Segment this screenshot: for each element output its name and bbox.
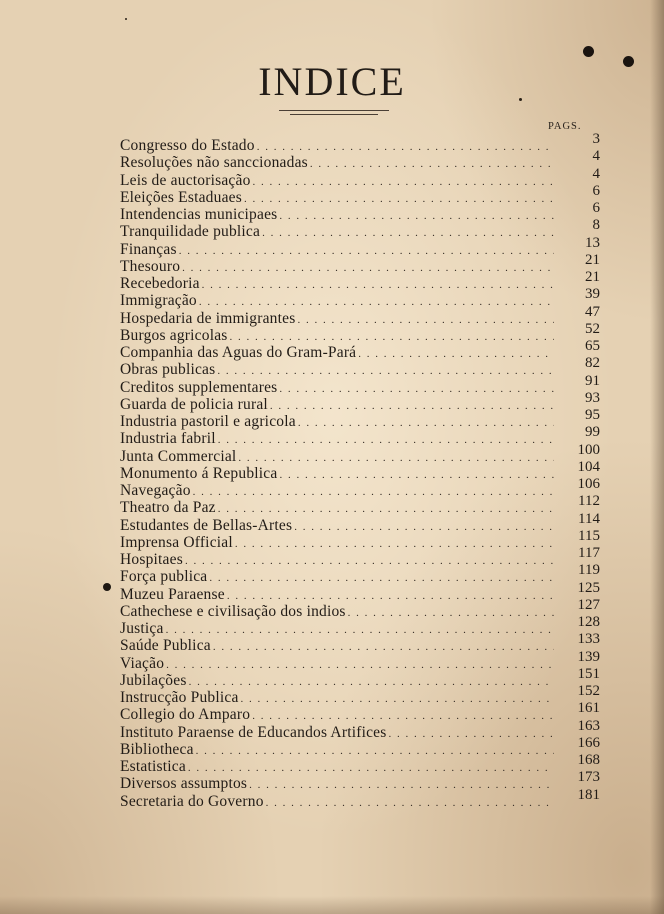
toc-entry: [120, 131, 600, 154]
toc-entry-page: 133: [577, 631, 600, 648]
toc-entry-page: 52: [585, 320, 600, 337]
toc-entry-page: 100: [577, 441, 600, 458]
toc-entry-title: Finanças: [120, 240, 177, 258]
toc-entry-title: Diversos assumptos: [120, 775, 248, 793]
toc-entry: [120, 182, 600, 206]
toc-entry: [120, 700, 600, 724]
toc-entry: [120, 769, 600, 793]
toc-entry: [120, 338, 600, 361]
toc-entry: [120, 476, 600, 499]
toc-entry-title: Theatro da Paz: [120, 499, 216, 517]
toc-entry: [120, 234, 600, 258]
toc-entry-title: Imprensa Official: [120, 533, 233, 551]
toc-entry: [120, 786, 600, 810]
toc-entry-title: Resoluções não sanccionadas: [120, 154, 308, 172]
bullet-mark-icon: [103, 583, 111, 591]
toc-entry-title: Saúde Publica: [120, 637, 211, 655]
toc-entry-title: Hospitaes: [120, 551, 183, 568]
toc-entry-title: Collegio do Amparo: [120, 706, 251, 724]
toc-entry-page: 3: [592, 131, 600, 147]
toc-entry-page: 112: [578, 493, 600, 510]
title-rule: [279, 110, 389, 111]
toc-entry-page: 4: [592, 165, 600, 182]
toc-entry: [120, 355, 600, 379]
toc-entry-title: Estudantes de Bellas-Artes: [120, 516, 293, 534]
toc-entry-page: 119: [578, 562, 600, 579]
toc-entry: [120, 424, 600, 448]
ink-speck: [125, 18, 127, 20]
toc-entry-page: 106: [577, 476, 600, 492]
toc-entry-page: 115: [578, 527, 600, 544]
toc-entry-title: Tranquilidade publica: [120, 223, 261, 241]
toc-entry: [120, 614, 600, 637]
toc-entry: [120, 320, 600, 344]
toc-entry: [120, 648, 600, 672]
toc-entry-title: Thesouro: [120, 257, 181, 275]
toc-entry-page: 39: [585, 286, 600, 303]
page-edge-shadow: [650, 0, 664, 914]
toc-entry-title: Hospedaria de immigrantes: [120, 309, 296, 327]
toc-entry-page: 99: [585, 424, 600, 441]
toc-entry-page: 139: [577, 648, 600, 665]
toc-entry: [120, 510, 600, 534]
toc-entry-title: Recebedoria: [120, 275, 200, 292]
toc-entry: [120, 683, 600, 706]
toc-entry-title: Viação: [120, 654, 165, 672]
toc-entry-page: 6: [592, 182, 600, 199]
toc-entry-page: 117: [578, 545, 600, 561]
toc-entry-title: Bibliotheca: [120, 740, 194, 758]
toc-entry-title: Estatistica: [120, 758, 186, 775]
toc-entry-page: 151: [577, 665, 600, 682]
toc-entry-title: Industria fabril: [120, 430, 216, 448]
toc-entry: [120, 165, 600, 189]
toc-entry-title: Creditos supplementares: [120, 378, 278, 396]
toc-entry-page: 65: [585, 338, 600, 354]
toc-entry-page: 82: [585, 355, 600, 372]
dot-leader: [266, 795, 554, 812]
toc-entry-title: Força publica: [120, 568, 208, 586]
toc-entry-title: Muzeu Paraense: [120, 585, 225, 603]
toc-entry-title: Jubilações: [120, 671, 187, 689]
toc-entry-page: 104: [577, 458, 600, 475]
toc-entry-page: 125: [577, 579, 600, 596]
toc-entry-title: Instrucção Publica: [120, 689, 239, 706]
table-of-contents: [120, 131, 600, 810]
toc-entry-page: 127: [577, 596, 600, 613]
toc-entry-page: 152: [577, 683, 600, 699]
toc-entry: [120, 493, 600, 517]
toc-entry-title: Instituto Paraense de Educandos Artifices: [120, 723, 387, 741]
toc-entry: [120, 389, 600, 413]
toc-entry: [120, 441, 600, 465]
toc-entry-title: Justiça: [120, 620, 164, 637]
toc-entry-title: Intendencias municipaes: [120, 206, 278, 223]
toc-entry: [120, 200, 600, 223]
title-rule: [290, 114, 378, 115]
toc-entry-page: 166: [577, 734, 600, 751]
toc-entry-page: 161: [577, 700, 600, 717]
toc-entry-page: 168: [577, 752, 600, 768]
toc-entry: [120, 372, 600, 396]
toc-entry-page: 6: [592, 200, 600, 216]
page-title: INDICE: [258, 59, 406, 104]
toc-entry: [120, 407, 600, 430]
toc-entry: [120, 286, 600, 310]
toc-entry-title: Monumento á Republica: [120, 464, 278, 482]
pages-column-header: PAGS.: [548, 121, 582, 132]
toc-entry-title: Cathechese e civilisação dos indios: [120, 602, 346, 620]
toc-entry: [120, 717, 600, 741]
toc-entry: [120, 303, 600, 327]
toc-entry-page: 173: [577, 769, 600, 786]
toc-entry-title: Burgos agricolas: [120, 326, 228, 344]
toc-entry-title: Navegação: [120, 482, 191, 499]
toc-entry: [120, 148, 600, 172]
toc-entry-title: Companhia das Aguas do Gram-Pará: [120, 344, 357, 361]
toc-entry: [120, 752, 600, 775]
toc-entry-page: 21: [585, 269, 600, 285]
toc-entry-title: Junta Commercial: [120, 447, 237, 465]
toc-entry-page: 21: [585, 251, 600, 268]
toc-entry-title: Immigração: [120, 292, 197, 310]
toc-entry-page: 163: [577, 717, 600, 734]
toc-entry-title: Secretaria do Governo: [120, 792, 264, 810]
punch-hole-icon: [583, 46, 594, 57]
toc-entry-title: Guarda de policia rural: [120, 395, 268, 413]
toc-entry: [120, 562, 600, 586]
toc-entry-title: Industria pastoril e agricola: [120, 413, 296, 430]
toc-entry-page: 91: [585, 372, 600, 389]
toc-entry: [120, 631, 600, 655]
toc-entry-page: 181: [577, 786, 600, 803]
toc-entry: [120, 665, 600, 689]
toc-entry-title: Eleições Estaduaes: [120, 188, 242, 206]
toc-entry-title: Leis de auctorisação: [120, 171, 251, 189]
toc-entry-page: 114: [578, 510, 600, 527]
toc-entry-page: 8: [592, 217, 600, 234]
toc-entry: [120, 527, 600, 551]
toc-entry: [120, 545, 600, 568]
toc-entry-page: 4: [592, 148, 600, 165]
page-bottom-shadow: [0, 896, 664, 914]
toc-entry-title: Obras publicas: [120, 361, 216, 379]
toc-entry: [120, 251, 600, 275]
toc-entry: [120, 217, 600, 241]
toc-entry: [120, 734, 600, 758]
toc-entry-page: 13: [585, 234, 600, 251]
toc-entry: [120, 269, 600, 292]
toc-entry-page: 47: [585, 303, 600, 320]
toc-entry: [120, 596, 600, 620]
toc-entry-page: 95: [585, 407, 600, 423]
toc-entry: [120, 579, 600, 603]
toc-entry-page: 128: [577, 614, 600, 630]
toc-entry-page: 93: [585, 389, 600, 406]
toc-entry: [120, 458, 600, 482]
toc-entry-title: Congresso do Estado: [120, 137, 255, 154]
